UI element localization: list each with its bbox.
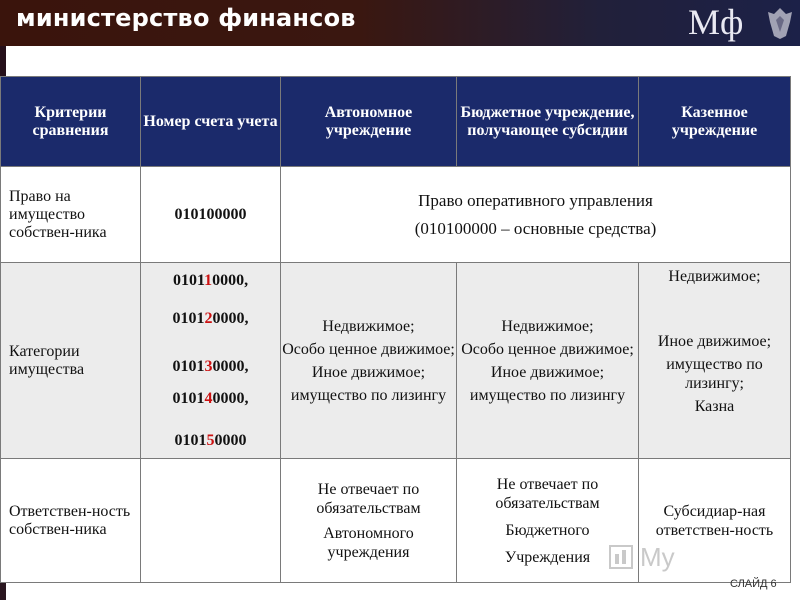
liability-line-1: Не отвечает по обязательствам xyxy=(495,475,600,512)
category-item: Иное движимое; xyxy=(311,363,426,381)
liability-text: Субсидиар-ная ответствен-ность xyxy=(655,502,774,539)
liability-line-2: Автономного учреждения xyxy=(323,524,414,561)
header-bar xyxy=(0,0,800,46)
account-code: 010120000, xyxy=(172,309,249,327)
liability-line-2: Бюджетного xyxy=(505,521,590,539)
table-row xyxy=(1,167,791,263)
category-item: имущество по лизингу; xyxy=(666,356,763,392)
category-item: Казна xyxy=(694,398,735,415)
comparison-table xyxy=(0,76,791,583)
category-item: Особо ценное движимое; xyxy=(282,340,455,358)
account-cell xyxy=(141,459,281,583)
criterion-cell: Право на имущество собствен-ника xyxy=(1,167,141,263)
category-item: Иное движимое; xyxy=(490,363,605,381)
criterion-cell: Категории имущества xyxy=(1,263,141,459)
table-row xyxy=(1,263,791,459)
slide-number: СЛАЙД 6 xyxy=(730,578,777,590)
ministry-logo: Мф xyxy=(688,2,744,42)
category-item: Недвижимое; xyxy=(668,268,761,285)
account-list-cell xyxy=(141,263,281,459)
liability-line-3: Учреждения xyxy=(504,548,591,566)
category-item: Недвижимое; xyxy=(501,317,594,335)
watermark-text: My xyxy=(640,542,675,572)
coat-of-arms-icon xyxy=(766,6,794,40)
account-code: 010130000, xyxy=(172,357,249,375)
merged-rights-cell xyxy=(281,167,791,263)
watermark-logo xyxy=(606,536,766,576)
category-item: Недвижимое; xyxy=(322,317,415,335)
col-header-budget: Бюджетное учреждение, получающее субсидии xyxy=(457,77,639,167)
autonomous-liability-cell xyxy=(281,459,457,583)
category-item: имущество по лизингу xyxy=(469,386,626,404)
budget-categories-cell xyxy=(457,263,639,459)
col-header-treasury: Казенное учреждение xyxy=(639,77,791,167)
rights-line-2: (010100000 – основные средства) xyxy=(414,218,657,238)
category-item: Особо ценное движимое; xyxy=(461,340,634,358)
account-code: 010110000, xyxy=(172,271,249,289)
table-header-row xyxy=(1,77,791,167)
treasury-categories-cell xyxy=(639,263,791,459)
account-code: 010140000, xyxy=(172,389,249,407)
category-item: имущество по лизингу xyxy=(290,386,447,404)
ministry-title: министерство финансов xyxy=(16,4,356,32)
autonomous-categories-cell xyxy=(281,263,457,459)
col-header-account: Номер счета учета xyxy=(141,77,281,167)
category-item: Иное движимое; xyxy=(657,333,772,350)
account-cell: 010100000 xyxy=(141,167,281,263)
col-header-autonomous: Автономное учреждение xyxy=(281,77,457,167)
rights-line-1: Право оперативного управления xyxy=(418,190,653,210)
account-code: 010150000 xyxy=(174,431,247,449)
criterion-cell: Ответствен-ность собствен-ника xyxy=(1,459,141,583)
liability-line-1: Не отвечает по обязательствам xyxy=(316,480,421,517)
col-header-criteria: Критерии сравнения xyxy=(1,77,141,167)
